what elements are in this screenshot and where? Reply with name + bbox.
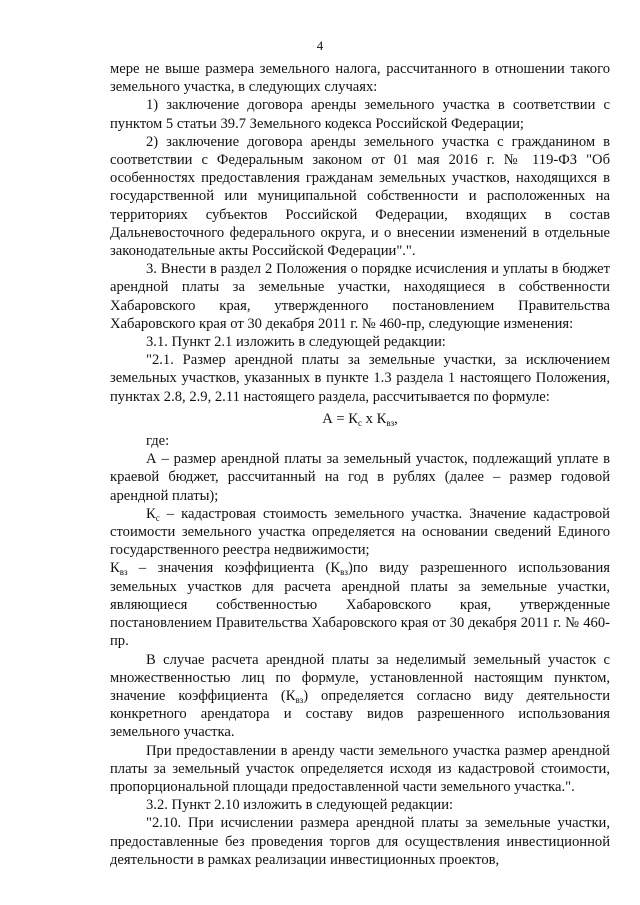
formula-lhs: А = К <box>322 410 358 427</box>
symbol-k: К <box>146 505 156 522</box>
paragraph: "2.1. Размер арендной платы за земельные участки, за исключением земельных участков, указанных в пункте 1.3 раздела 1 настоящего Положения, пунктах 2.8, 2.9, 2.11 настоящего раздела, рассчитывается по формуле: <box>110 352 610 405</box>
definition-kc <box>110 505 610 560</box>
paragraph: 2) заключение договора аренды земельного участка с гражданином в соответствии с Федеральным законом от 01 мая 2016 г. № 119-ФЗ "Об особенностях предоставления гражданам земельных участков, находящихся в государственной или муниципальной собственности и расположенных на территориях субъектов Российской Федерации, входящих в состав Дальневосточного федерального округа, и о внесении изменений в отдельные законодательные акты Российской Федерации".". <box>110 133 610 260</box>
paragraph-text: В случае расчета арендной платы за неделимый земельный участок с множественностью лиц по формуле, установленной настоящим пунктом, значение коэффициента (К <box>110 651 610 704</box>
definition-text: – кадастровая стоимость земельного участка. Значение кадастровой стоимости земельного участка определяется на основании сведений Единого государственного реестра недвижимости; <box>110 505 610 559</box>
paragraph-shared <box>110 651 610 742</box>
paragraph: 1) заключение договора аренды земельного участка в соответствии с пунктом 5 статьи 39.7 Земельного кодекса Российской Федерации; <box>110 97 610 132</box>
definition-text: – значения коэффициента (К <box>127 560 341 577</box>
formula-sub-vz: вз <box>386 417 395 428</box>
formula-sub-c: с <box>358 417 362 428</box>
page-number: 4 <box>316 38 324 53</box>
symbol-sub: с <box>155 512 160 523</box>
formula-end: , <box>394 410 398 427</box>
formula-mid: х К <box>362 410 387 427</box>
definition-a: А – размер арендной платы за земельный участок, подлежащий уплате в краевой бюджет, рассчитанный на год в рублях (далее – размер годовой арендной платы); <box>110 451 610 504</box>
paragraph: мере не выше размера земельного налога, рассчитанного в отношении такого земельного участка, в следующих случаях: <box>110 61 610 96</box>
document-body <box>110 60 610 869</box>
definition-kvz <box>110 559 610 650</box>
where-label: где: <box>146 433 170 450</box>
symbol-sub: вз <box>340 567 348 578</box>
paragraph: При предоставлении в аренду части земельного участка размер арендной платы за земельный участок определяется исходя из кадастровой стоимости, пропорциональной площади предоставленной части земельного участка.". <box>110 742 610 795</box>
paragraph-text: ) определяется согласно виду деятельности конкретного арендатора и составу видов разрешенного использования земельного участка. <box>110 687 610 741</box>
paragraph: 3.2. Пункт 2.10 изложить в следующей редакции: <box>146 797 454 814</box>
definition-text: )по виду разрешенного использования земельных участков для расчета арендной платы за земельные участки, являющиеся собственностью Хабаровского края, утвержденные постановлением Правительства Хабаровского края от 30 декабря 2011 г. № 460-пр. <box>110 560 610 650</box>
paragraph: 3.1. Пункт 2.1 изложить в следующей редакции: <box>146 334 446 351</box>
paragraph: "2.10. При исчислении размера арендной платы за земельные участки, предоставленные без проведения торгов для осуществления инвестиционной деятельности в рамках реализации инвестиционных проектов, <box>110 815 610 868</box>
symbol-sub: вз <box>119 567 128 578</box>
symbol-sub: вз <box>295 694 304 705</box>
formula <box>110 410 610 428</box>
symbol-k: К <box>110 560 120 577</box>
paragraph: 3. Внести в раздел 2 Положения о порядке исчисления и уплаты в бюджет арендной платы за земельные участки, находящиеся в собственности Хабаровского края, утвержденного постановлением Правительства Хабаровского края от 30 декабря 2011 г. № 460-пр, следующие изменения: <box>110 261 610 332</box>
